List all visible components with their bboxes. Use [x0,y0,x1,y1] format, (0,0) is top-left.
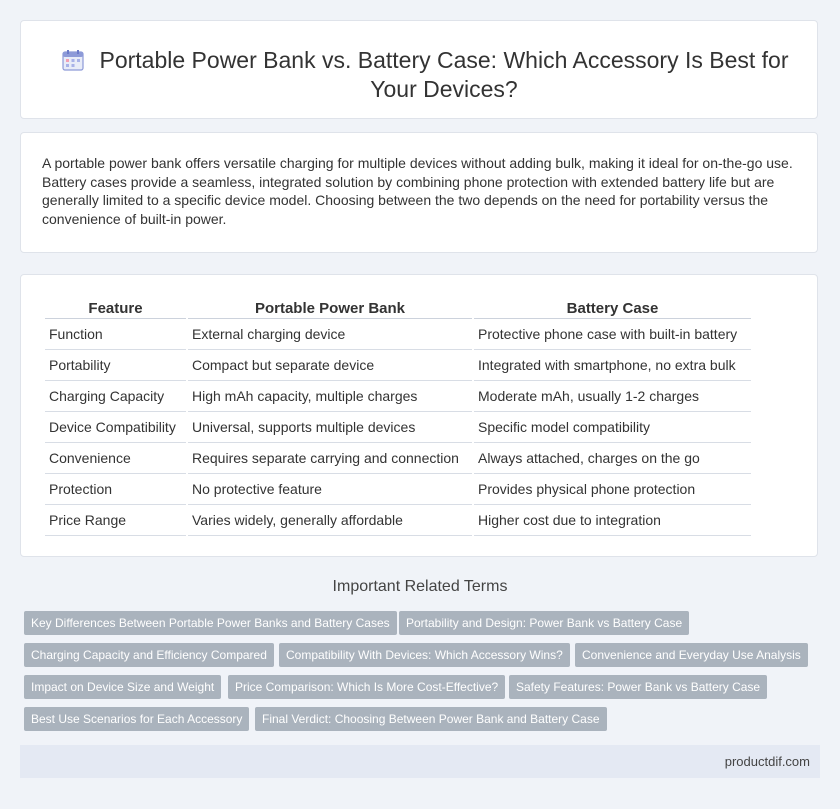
table-cell: Universal, supports multiple devices [188,414,472,443]
related-tag[interactable]: Safety Features: Power Bank vs Battery Case [509,675,767,699]
table-row [45,352,751,381]
table-row [45,383,751,412]
table-cell: Higher cost due to integration [474,507,751,536]
related-tag[interactable]: Impact on Device Size and Weight [24,675,221,699]
table-row [45,476,751,505]
header-battery-case: Battery Case [474,298,751,319]
table-header-row [45,298,751,319]
header-power-bank: Portable Power Bank [188,298,472,319]
table-cell: Protection [45,476,186,505]
related-tag[interactable]: Best Use Scenarios for Each Accessory [24,707,249,731]
table-row [45,414,751,443]
table-cell: Portability [45,352,186,381]
table-row [45,445,751,474]
table-cell: No protective feature [188,476,472,505]
table-cell: Specific model compatibility [474,414,751,443]
footer [20,745,820,778]
comparison-table [43,296,753,538]
table-cell: Always attached, charges on the go [474,445,751,474]
related-tag[interactable]: Convenience and Everyday Use Analysis [575,643,808,667]
related-tag[interactable]: Compatibility With Devices: Which Accessory Wins? [279,643,570,667]
related-terms-title: Important Related Terms [332,578,508,595]
header-card [20,20,818,119]
header-feature: Feature [45,298,186,319]
table-cell: Integrated with smartphone, no extra bulk [474,352,751,381]
comparison-card [20,274,818,557]
table-cell: Varies widely, generally affordable [188,507,472,536]
intro-card [20,132,818,253]
related-tag[interactable]: Key Differences Between Portable Power Banks and Battery Cases [24,611,397,635]
table-cell: Device Compatibility [45,414,186,443]
related-tag[interactable]: Portability and Design: Power Bank vs Battery Case [399,611,689,635]
table-cell: Charging Capacity [45,383,186,412]
related-tag[interactable]: Price Comparison: Which Is More Cost-Effective? [228,675,505,699]
related-tag[interactable]: Charging Capacity and Efficiency Compared [24,643,274,667]
table-cell: Moderate mAh, usually 1-2 charges [474,383,751,412]
related-tag[interactable]: Final Verdict: Choosing Between Power Bank and Battery Case [255,707,607,731]
table-cell: Function [45,321,186,350]
table-row [45,321,751,350]
intro-text: A portable power bank offers versatile charging for multiple devices without adding bulk, making it ideal for on-the-go use. Battery cases provide a seamless, integrated solution by combining phone protection with extended battery life but are generally limited to a specific device model. Choosing between the two depends on the need for portability versus the convenience of built-in power. [42,155,793,227]
table-cell: Convenience [45,445,186,474]
table-cell: Requires separate carrying and connection [188,445,472,474]
footer-site[interactable]: productdif.com [724,754,810,769]
page-title: Portable Power Bank vs. Battery Case: Which Accessory Is Best for Your Devices? [99,47,789,102]
table-cell: High mAh capacity, multiple charges [188,383,472,412]
table-cell: Compact but separate device [188,352,472,381]
table-cell: External charging device [188,321,472,350]
table-row [45,507,751,536]
table-cell: Price Range [45,507,186,536]
table-cell: Provides physical phone protection [474,476,751,505]
table-cell: Protective phone case with built-in battery [474,321,751,350]
